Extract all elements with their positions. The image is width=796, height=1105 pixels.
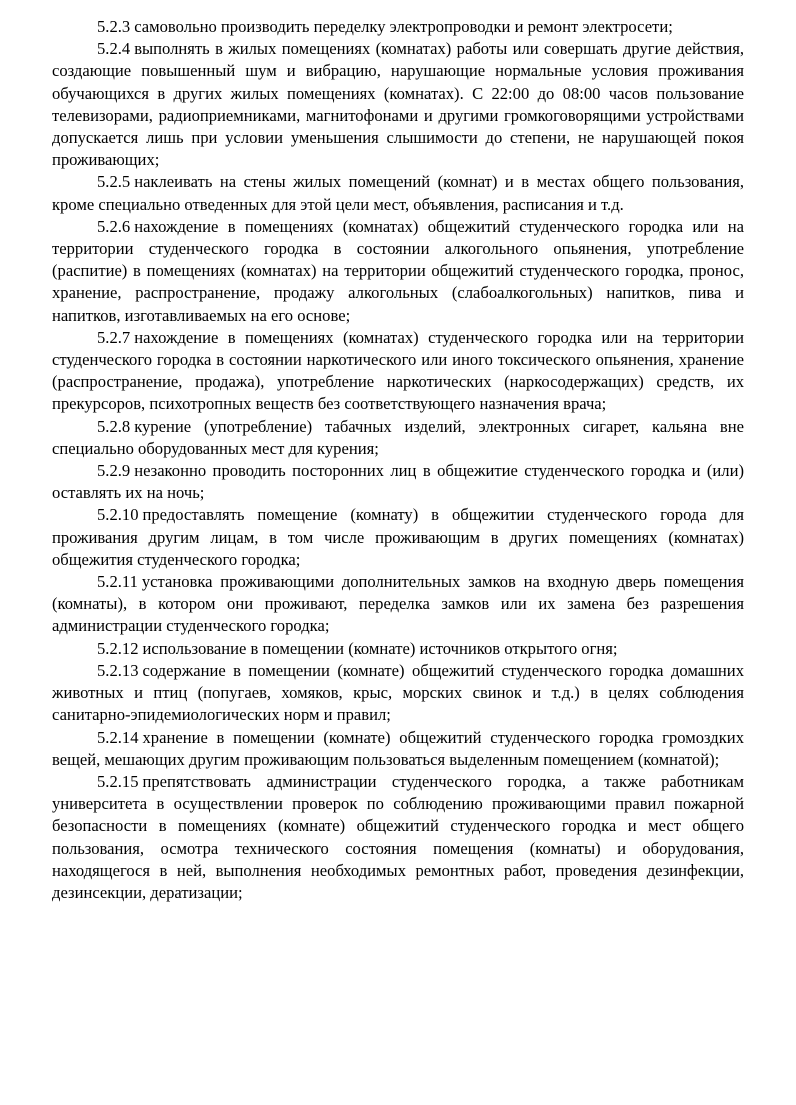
clause-text: самовольно производить переделку электропроводки и ремонт электросети; bbox=[134, 17, 673, 36]
clause-text: выполнять в жилых помещениях (комнатах) работы или совершать другие действия, создающие повышенный шум и вибрацию, нарушающие нормальные условия проживания обучающихся в других жилых помещениях (комнатах). С 22:00 до 08:00 часов пользование телевизорами, радиоприемниками, магнитофонами и другими громкоговорящими устройствами допускается лишь при условии уменьшения слышимости до степени, не нарушающей покоя проживающих; bbox=[52, 39, 744, 170]
clause-number: 5.2.14 bbox=[97, 727, 139, 747]
clause-5-2-4 bbox=[52, 38, 744, 171]
clause-5-2-3 bbox=[52, 16, 744, 38]
clause-5-2-9 bbox=[52, 460, 744, 504]
clause-5-2-7 bbox=[52, 327, 744, 416]
clause-5-2-10 bbox=[52, 504, 744, 571]
clause-number: 5.2.4 bbox=[97, 39, 131, 59]
clause-number: 5.2.12 bbox=[97, 638, 139, 658]
clause-number: 5.2.3 bbox=[97, 17, 131, 36]
clause-number: 5.2.9 bbox=[97, 461, 131, 481]
clause-number: 5.2.6 bbox=[97, 216, 131, 236]
clause-text: наклеивать на стены жилых помещений (комнат) и в местах общего пользования, кроме специально отведенных для этой цели мест, объявления, расписания и т.д. bbox=[52, 172, 744, 214]
clause-number: 5.2.15 bbox=[97, 771, 139, 791]
clause-5-2-15 bbox=[52, 771, 744, 904]
clause-5-2-12 bbox=[52, 638, 744, 660]
clause-text: содержание в помещении (комнате) общежитий студенческого городка домашних животных и птиц (попугаев, хомяков, крыс, морских свинок и т.д.) в целях соблюдения санитарно-эпидемиологических норм и правил; bbox=[52, 660, 744, 725]
clause-text: курение (употребление) табачных изделий, электронных сигарет, кальяна вне специально оборудованных мест для курения; bbox=[52, 416, 744, 458]
clause-number: 5.2.8 bbox=[97, 416, 131, 436]
clause-text: препятствовать администрации студенческого городка, а также работникам университета в осуществлении проверок по соблюдению проживающими правил пожарной безопасности в помещениях (комнате) общежитий студенческого городка и мест общего пользования, осмотра технического состояния помещения (комнаты) и оборудования, находящегося в ней, выполнения необходимых ремонтных работ, проведения дезинфекции, дезинсекции, дератизации; bbox=[52, 771, 744, 902]
clause-5-2-13 bbox=[52, 660, 744, 727]
clause-number: 5.2.13 bbox=[97, 660, 139, 680]
clause-text: установка проживающими дополнительных замков на входную дверь помещения (комнаты), в котором они проживают, переделка замков или их замена без разрешения администрации студенческого городка; bbox=[52, 572, 744, 636]
clause-number: 5.2.7 bbox=[97, 327, 131, 347]
clause-text: использование в помещении (комнате) источников открытого огня; bbox=[142, 638, 618, 658]
clause-5-2-14 bbox=[52, 727, 744, 771]
clause-5-2-8 bbox=[52, 416, 744, 460]
clause-5-2-6 bbox=[52, 216, 744, 327]
clause-number: 5.2.11 bbox=[97, 572, 138, 592]
clause-text: нахождение в помещениях (комнатах) студенческого городка или на территории студенческого городка в состоянии наркотического или иного токсического опьянения, хранение (распространение, продажа), употребление наркотических (наркосодержащих) средств, их прекурсоров, психотропных веществ без соответствующего назначения врача; bbox=[52, 327, 744, 414]
clause-text: нахождение в помещениях (комнатах) общежитий студенческого городка или на территории студенческого городка в состоянии алкогольного опьянения, употребление (распитие) в помещениях (комнатах) на территории общежитий студенческого городка, пронос, хранение, распространение, продажу алкогольных (слабоалкогольных) напитков, пива и напитков, изготавливаемых на его основе; bbox=[52, 216, 744, 325]
clause-text: хранение в помещении (комнате) общежитий студенческого городка громоздких вещей, мешающих другим проживающим пользоваться выделенным помещением (комнатой); bbox=[52, 727, 744, 769]
clause-number: 5.2.10 bbox=[97, 505, 139, 525]
clause-text: предоставлять помещение (комнату) в общежитии студенческого города для проживания другим лицам, в том числе проживающим в других помещениях (комнатах) общежития студенческого городка; bbox=[52, 505, 744, 569]
clause-5-2-11 bbox=[52, 571, 744, 638]
clause-5-2-5 bbox=[52, 171, 744, 215]
document-page bbox=[52, 16, 744, 904]
clause-number: 5.2.5 bbox=[97, 172, 131, 192]
clause-text: незаконно проводить посторонних лиц в общежитие студенческого городка и (или) оставлять их на ночь; bbox=[52, 461, 744, 503]
